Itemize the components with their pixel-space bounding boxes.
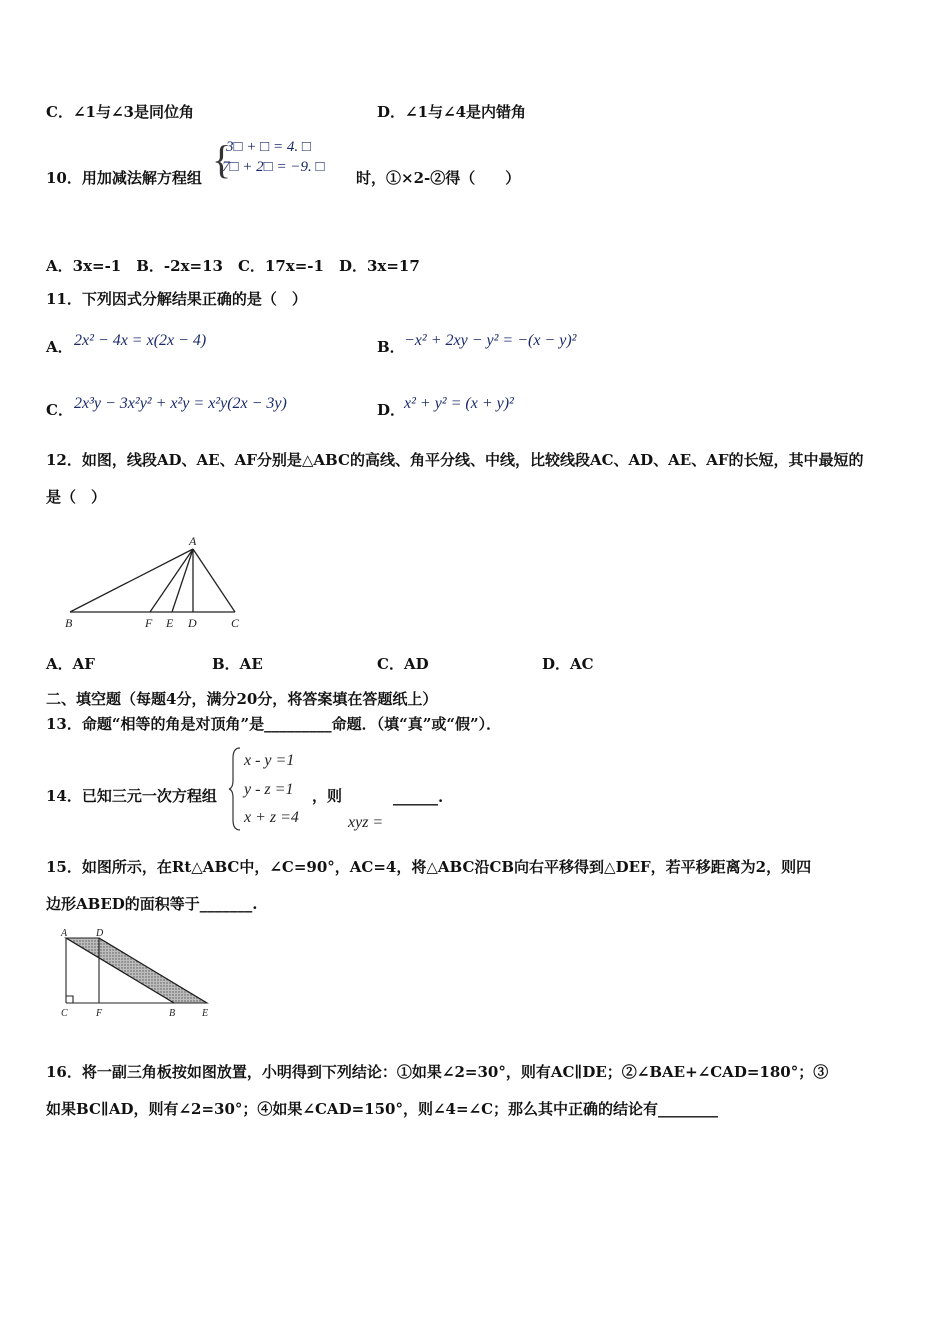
label-f: F <box>96 1008 103 1019</box>
label-a: A <box>189 534 197 548</box>
q14-equation-2: y - z =1 <box>244 781 294 798</box>
q15-stem-line2: 边形ABED的面积等于_______. <box>46 895 258 913</box>
q14-stem: 14．已知三元一次方程组 <box>46 787 217 805</box>
label-b: B <box>65 616 73 630</box>
q12-option-b: B．AE <box>212 655 263 673</box>
q15-stem-line1: 15．如图所示，在Rt△ABC中，∠C=90°，AC=4，将△ABC沿CB向右平移得到△DEF，若平移距离为2，则四 <box>46 858 812 876</box>
q11-option-b-label: B． <box>377 338 405 356</box>
q12-option-d: D．AC <box>542 655 594 673</box>
q11-option-a-math: 2x² − 4x = x(2x − 4) <box>74 332 207 349</box>
q14-blank: ______. <box>393 788 444 806</box>
q14-brace <box>228 746 242 832</box>
q15-translation-figure <box>55 925 220 1020</box>
label-d: D <box>96 928 104 939</box>
q9-option-d: D．∠1与∠4是内错角 <box>377 103 527 121</box>
label-c: C <box>231 616 240 630</box>
q10-equation-2: 7□ + 2□ = −9. □ <box>222 159 325 175</box>
q11-option-d-label: D． <box>377 401 406 419</box>
segment-de <box>99 938 207 1003</box>
q11-option-d-math: x² + y² = (x + y)² <box>404 395 514 412</box>
q10-tail: 时，①×2-②得（ ） <box>356 169 521 187</box>
q10-equation-1: 3□ + □ = 4. □ <box>226 139 311 155</box>
q14-equation-3: x + z =4 <box>244 809 299 826</box>
q11-option-c-math: 2x³y − 3x²y² + x²y = x²y(2x − 3y) <box>74 395 287 412</box>
label-c: C <box>61 1008 68 1019</box>
q11-option-a-label: A． <box>46 338 73 356</box>
q12-triangle-figure <box>55 532 255 632</box>
q11-option-b-math: −x² + 2xy − y² = −(x − y)² <box>404 332 577 349</box>
label-e: E <box>166 616 174 630</box>
q9-option-c: C．∠1与∠3是同位角 <box>46 103 194 121</box>
label-b: B <box>169 1008 176 1019</box>
segment-af <box>150 549 193 612</box>
label-d: D <box>188 616 197 630</box>
q14-equation-1: x - y =1 <box>244 752 295 769</box>
q10-brace: { <box>212 137 232 182</box>
q11-stem: 11．下列因式分解结果正确的是（ ） <box>46 290 307 308</box>
q12-stem-line1: 12．如图，线段AD、AE、AF分别是△ABC的高线、角平分线、中线，比较线段AC、AD、AE、AF的长短，其中最短的 <box>46 451 864 469</box>
q14-expression: xyz = <box>348 814 384 831</box>
q13-text: 13．命题“相等的角是对顶角”是_________命题．（填“真”或“假”）． <box>46 715 502 733</box>
q14-then: ，则 <box>312 787 343 805</box>
shaded-region <box>66 938 207 1003</box>
q16-line1: 16．将一副三角板按如图放置，小明得到下列结论：①如果∠2=30°，则有AC∥DE；②∠BAE+∠CAD=180°；③ <box>46 1063 829 1081</box>
segment-ac <box>193 549 235 612</box>
q12-stem-line2: 是（ ） <box>46 488 107 506</box>
label-f: F <box>145 616 153 630</box>
q10-stem: 10．用加减法解方程组 <box>46 169 202 187</box>
label-e: E <box>202 1008 209 1019</box>
q12-option-c: C．AD <box>377 655 429 673</box>
q11-option-c-label: C． <box>46 401 73 419</box>
section-2-heading: 二、填空题（每题4分，满分20分，将答案填在答题纸上） <box>46 690 438 708</box>
right-angle-mark <box>66 996 73 1003</box>
segment-ab <box>66 938 174 1003</box>
q10-options: A．3x=-1 B．-2x=13 C．17x=-1 D．3x=17 <box>46 257 420 275</box>
q12-option-a: A．AF <box>46 655 95 673</box>
label-a: A <box>61 928 68 939</box>
q16-line2: 如果BC∥AD，则有∠2=30°；④如果∠CAD=150°，则∠4=∠C；那么其中正确的结论有________ <box>46 1100 719 1118</box>
